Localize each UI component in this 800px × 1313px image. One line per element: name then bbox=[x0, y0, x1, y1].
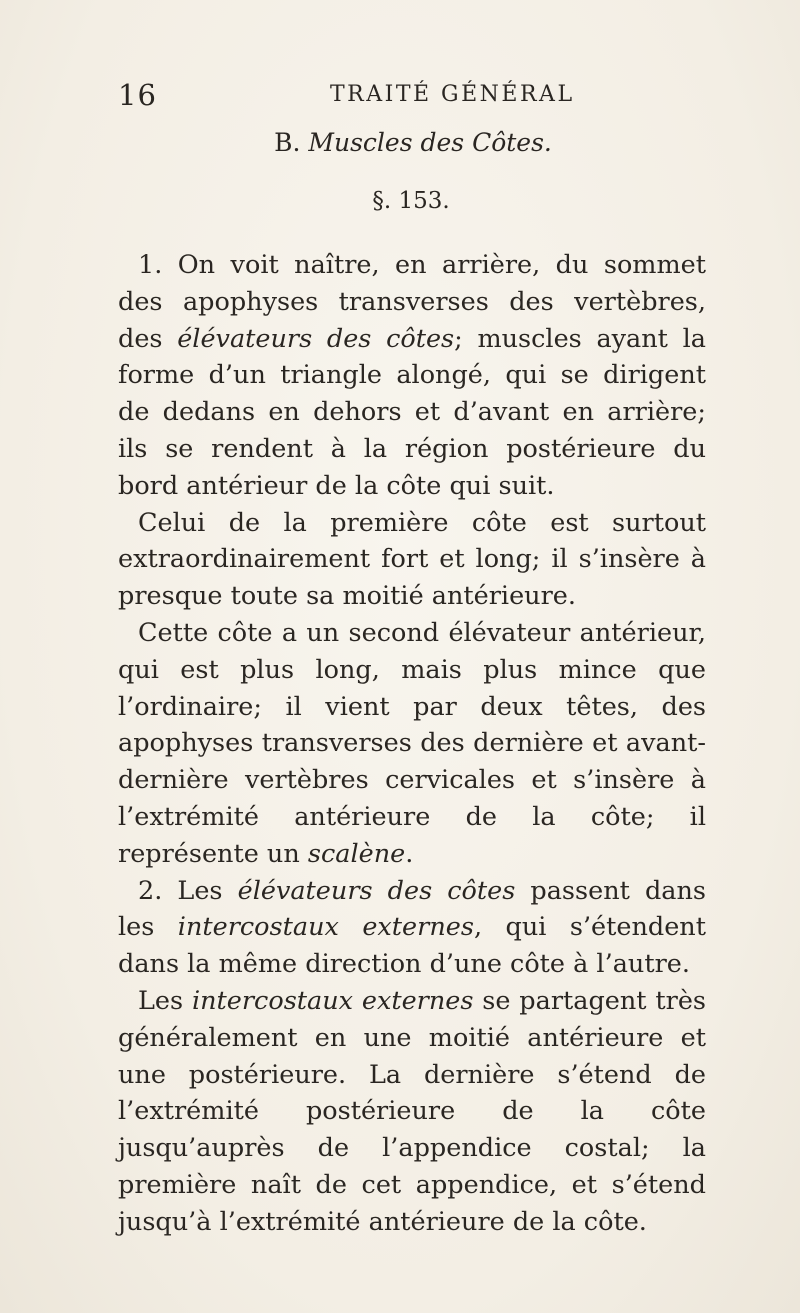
paragraph-5-text-b: se partagent très généralement en une moitié antérieure et une postérieure. La dernière s’étend de l’extrémité postérieure de la côte jusqu’auprès de l’appendice costal; la première naît de cet appendice, et s’étend jusqu’à l’extrémité antérieure de la côte. bbox=[118, 985, 707, 1237]
page-number: 16 bbox=[118, 78, 157, 112]
paragraph-5-text-a: Les bbox=[138, 985, 192, 1016]
paragraph-4-italic-1: élévateurs des côtes bbox=[237, 875, 516, 906]
paragraph-4 bbox=[118, 873, 706, 983]
paragraph-3-italic: scalène bbox=[307, 838, 406, 869]
paragraph-1-text-b: ; muscles ayant la forme d’un triangle alongé, qui se dirigent de dedans en dehors et d’avant en arrière; ils se rendent à la région postérieure du bord antérieur de la côte qui suit. bbox=[118, 323, 706, 501]
paragraph-4-italic-2: intercostaux externes bbox=[177, 912, 474, 943]
paragraph-4-text-a: 2. Les bbox=[138, 875, 238, 906]
body-text bbox=[118, 247, 706, 1241]
paragraph-3 bbox=[118, 615, 706, 873]
paragraph-1-text-a: 1. On voit naître, en arrière, du sommet des apophyses transverses des vertèbres, des bbox=[118, 250, 706, 354]
running-head: TRAITÉ GÉNÉRAL bbox=[330, 82, 575, 107]
section-title bbox=[0, 128, 800, 157]
paragraph-5-italic: intercostaux externes bbox=[191, 985, 474, 1016]
paragraph-2: Celui de la première côte est surtout extraordinairement fort et long; il s’insère à presque toute sa moitié antérieure. bbox=[118, 507, 706, 612]
paragraph-1 bbox=[118, 247, 706, 505]
paragraph-3-text-a: Cette côte a un second élévateur antérieur, qui est plus long, mais plus mince que l’ordinaire; il vient par deux têtes, des apophyses transverses des dernière et avant-dernière vertèbres cervicales et s’insère à l’extrémité antérieure de la côte; il représente un bbox=[118, 617, 706, 869]
page-header bbox=[118, 78, 678, 114]
paragraph-1-italic: élévateurs des côtes bbox=[177, 323, 455, 354]
paragraph-4-text-b: passent dans les bbox=[118, 875, 706, 943]
section-letter: B. bbox=[274, 128, 301, 157]
paragraph-number: §. 153. bbox=[372, 188, 450, 214]
paragraph-3-text-b: . bbox=[405, 838, 414, 869]
paragraph-5 bbox=[118, 983, 706, 1241]
section-title-text: Muscles des Côtes. bbox=[308, 128, 552, 157]
paragraph-4-text-c: , qui s’étendent dans la même direction d’une côte à l’autre. bbox=[118, 912, 706, 980]
